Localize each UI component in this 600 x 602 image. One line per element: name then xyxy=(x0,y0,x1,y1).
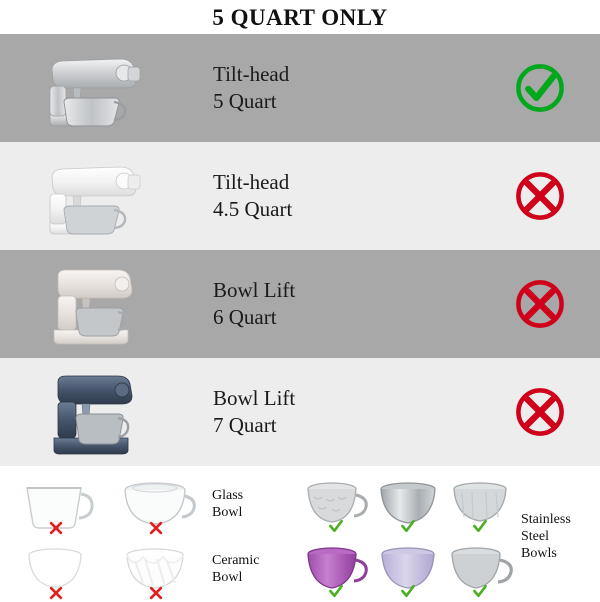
tilt-head-mixer-white-icon xyxy=(28,148,178,244)
cross-badge-icon xyxy=(48,585,64,601)
model-label xyxy=(205,169,480,223)
bowl-compatibility-panel xyxy=(0,466,600,602)
model-label xyxy=(205,61,480,115)
cross-circle-icon xyxy=(513,385,567,439)
status-mark-cell xyxy=(480,250,600,358)
bowl-cell xyxy=(106,472,206,536)
check-badge-icon xyxy=(472,583,488,599)
model-line-2: 4.5 Quart xyxy=(213,197,293,221)
mixer-image-cell xyxy=(0,142,205,250)
model-line-2: 5 Quart xyxy=(213,89,277,113)
table-row xyxy=(0,34,600,142)
legend-line-2: Bowl xyxy=(212,504,243,520)
model-label xyxy=(205,385,480,439)
status-mark-cell xyxy=(480,34,600,142)
legend-line-1: Ceramic xyxy=(212,552,260,568)
ceramic-bowl-legend xyxy=(206,552,259,586)
bowl-cell xyxy=(6,472,106,536)
legend-line-1: Stainless xyxy=(521,511,571,527)
bowl-cell xyxy=(444,471,516,536)
check-badge-icon xyxy=(400,583,416,599)
status-mark-cell xyxy=(480,358,600,466)
bowl-cell xyxy=(372,471,444,536)
bowl-lift-mixer-cream-icon xyxy=(28,256,178,352)
model-line-2: 6 Quart xyxy=(213,305,277,329)
model-line-1: Tilt-head xyxy=(213,170,290,194)
model-label xyxy=(205,277,480,331)
model-line-2: 7 Quart xyxy=(213,413,277,437)
cross-badge-icon xyxy=(148,520,164,536)
status-mark-cell xyxy=(480,142,600,250)
mixer-image-cell xyxy=(0,358,205,466)
stainless-steel-legend xyxy=(515,511,571,562)
incompatible-bowls-group xyxy=(6,470,300,602)
legend-line-2: Steel xyxy=(521,528,549,544)
mixer-image-cell xyxy=(0,34,205,142)
tilt-head-mixer-silver-icon xyxy=(28,40,178,136)
check-badge-icon xyxy=(328,583,344,599)
bowl-cell xyxy=(300,536,372,601)
model-line-1: Bowl Lift xyxy=(213,278,296,302)
glass-bowl-row xyxy=(6,471,300,536)
bowl-cell xyxy=(106,537,206,601)
bowl-cell xyxy=(372,536,444,601)
bowl-cell xyxy=(6,537,106,601)
table-row xyxy=(0,142,600,250)
ceramic-bowl-row xyxy=(6,536,300,601)
steel-bowl-grid xyxy=(300,471,515,601)
cross-badge-icon xyxy=(148,585,164,601)
model-line-1: Bowl Lift xyxy=(213,386,296,410)
cross-badge-icon xyxy=(48,520,64,536)
glass-bowl-legend xyxy=(206,487,243,521)
cross-circle-icon xyxy=(513,169,567,223)
bowl-cell xyxy=(444,536,516,601)
table-row xyxy=(0,250,600,358)
legend-line-1: Glass xyxy=(212,487,244,503)
mixer-image-cell xyxy=(0,250,205,358)
model-rows xyxy=(0,34,600,466)
cross-circle-icon xyxy=(513,277,567,331)
check-circle-icon xyxy=(513,61,567,115)
legend-line-2: Bowl xyxy=(212,569,243,585)
bowl-cell xyxy=(300,471,372,536)
page-title: 5 QUART ONLY xyxy=(212,5,388,30)
bowl-lift-mixer-navy-icon xyxy=(28,364,178,460)
check-badge-icon xyxy=(472,518,488,534)
compatible-bowls-group xyxy=(300,470,594,602)
check-badge-icon xyxy=(400,518,416,534)
legend-line-3: Bowls xyxy=(521,545,557,561)
model-line-1: Tilt-head xyxy=(213,62,290,86)
check-badge-icon xyxy=(328,518,344,534)
table-row xyxy=(0,358,600,466)
